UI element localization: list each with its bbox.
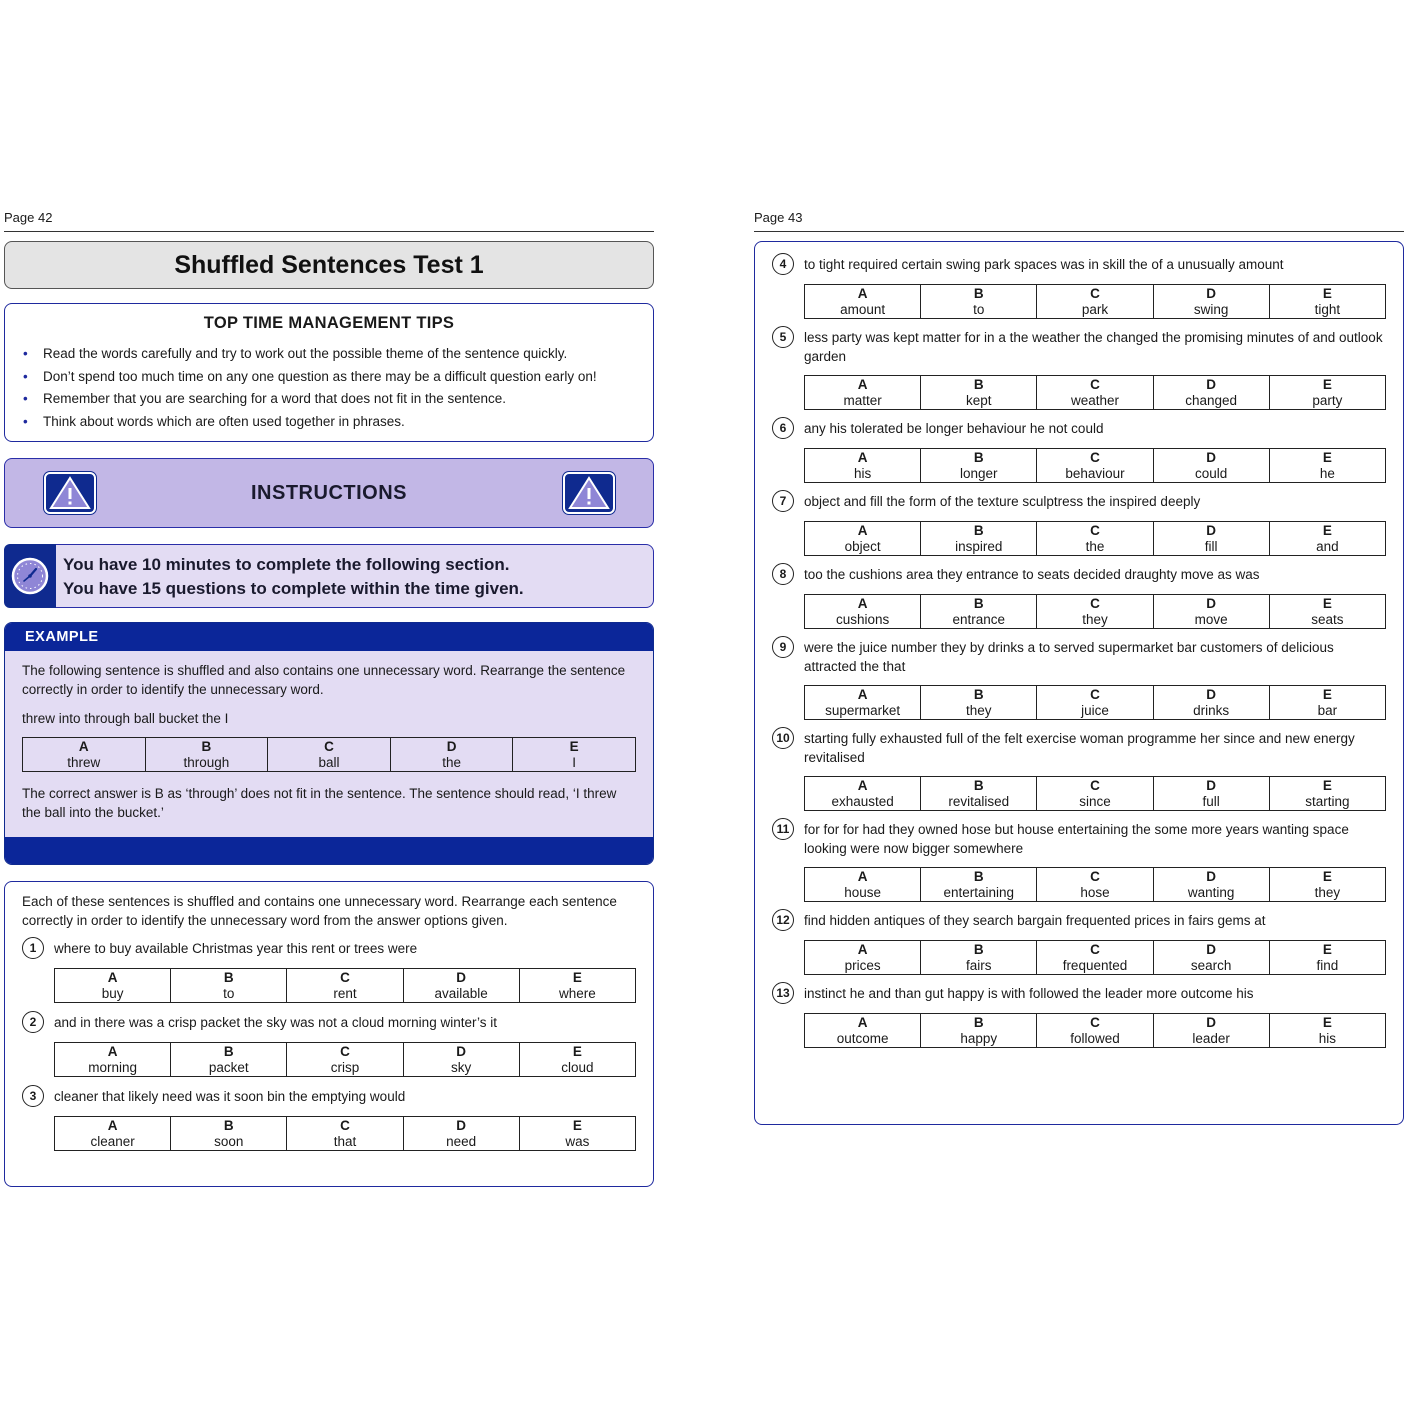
option-letter: B bbox=[171, 1043, 287, 1060]
question-list bbox=[22, 939, 636, 1151]
option-word[interactable]: outcome bbox=[805, 1031, 921, 1048]
answer-table bbox=[804, 940, 1386, 975]
option-letter: C bbox=[1037, 595, 1153, 612]
tips-heading: TOP TIME MANAGEMENT TIPS bbox=[203, 314, 455, 332]
example-description: The following sentence is shuffled and also contains one unnecessary word. Rearrange the sentence correctly in order to identify the unnecessary word. bbox=[22, 663, 626, 697]
option-letter: D bbox=[1153, 868, 1269, 885]
option-word[interactable]: search bbox=[1153, 958, 1269, 975]
answer-table bbox=[804, 867, 1386, 902]
question-row bbox=[772, 729, 1386, 767]
question-text: were the juice number they by drinks a to served supermarket bar customers of delicious attracted the that bbox=[804, 640, 1334, 674]
option-letter: B bbox=[921, 868, 1037, 885]
option-letter: E bbox=[519, 1043, 635, 1060]
option-letter: A bbox=[805, 522, 921, 539]
question-text: any his tolerated be longer behaviour he not could bbox=[804, 421, 1104, 436]
option-letter: E bbox=[1269, 1014, 1385, 1031]
question-text: object and fill the form of the texture sculptress the inspired deeply bbox=[804, 494, 1201, 509]
option-word[interactable]: cloud bbox=[519, 1060, 635, 1077]
option-word[interactable]: seats bbox=[1269, 612, 1385, 629]
option-word: I bbox=[513, 755, 636, 772]
question-text: less party was kept matter for in a the weather the changed the promising minutes of and outlook garden bbox=[804, 330, 1383, 364]
option-word[interactable]: wanting bbox=[1153, 885, 1269, 902]
option-word[interactable]: to bbox=[171, 986, 287, 1003]
option-word[interactable]: weather bbox=[1037, 393, 1153, 410]
option-letter: B bbox=[921, 449, 1037, 466]
question-number: 13 bbox=[772, 982, 794, 1004]
question-text: for for for had they owned hose but house entertaining the some more years wanting space looking were now bigger somewhere bbox=[804, 822, 1349, 856]
option-letter: E bbox=[1269, 595, 1385, 612]
option-letter: B bbox=[921, 595, 1037, 612]
answer-table bbox=[54, 968, 636, 1003]
option-word[interactable]: buy bbox=[55, 986, 171, 1003]
answer-table bbox=[804, 594, 1386, 629]
questions-box bbox=[754, 241, 1404, 1125]
option-letter: C bbox=[1037, 686, 1153, 703]
question-row bbox=[772, 328, 1386, 366]
answer-table bbox=[804, 284, 1386, 319]
question-number: 6 bbox=[772, 417, 794, 439]
option-word[interactable]: supermarket bbox=[805, 703, 921, 720]
option-word[interactable]: entrance bbox=[921, 612, 1037, 629]
option-word[interactable]: since bbox=[1037, 794, 1153, 811]
option-letter: D bbox=[1153, 777, 1269, 794]
option-letter: D bbox=[1153, 285, 1269, 302]
question-item bbox=[772, 255, 1386, 319]
option-word[interactable]: his bbox=[1269, 1031, 1385, 1048]
option-word: the bbox=[390, 755, 513, 772]
question-number: 3 bbox=[22, 1085, 44, 1107]
option-letter: D bbox=[390, 738, 513, 755]
option-letter: D bbox=[1153, 941, 1269, 958]
option-word[interactable]: fill bbox=[1153, 539, 1269, 556]
example-header: EXAMPLE bbox=[5, 623, 653, 651]
option-word[interactable]: find bbox=[1269, 958, 1385, 975]
option-word[interactable]: could bbox=[1153, 466, 1269, 483]
option-letter: B bbox=[921, 376, 1037, 393]
answer-table bbox=[54, 1042, 636, 1077]
option-word: through bbox=[145, 755, 268, 772]
question-row bbox=[772, 255, 1386, 275]
option-word[interactable]: exhausted bbox=[805, 794, 921, 811]
question-row bbox=[22, 1013, 636, 1033]
option-word[interactable]: drinks bbox=[1153, 703, 1269, 720]
option-letter: C bbox=[1037, 941, 1153, 958]
question-text: to tight required certain swing park spaces was in skill the of a unusually amount bbox=[804, 257, 1284, 272]
example-answer: The correct answer is B as ‘through’ does not fit in the sentence. The sentence should read, ‘I threw the ball into the bucket.’ bbox=[22, 786, 617, 820]
option-letter: C bbox=[1037, 449, 1153, 466]
option-word[interactable]: party bbox=[1269, 393, 1385, 410]
question-item bbox=[22, 1013, 636, 1077]
option-word[interactable]: kept bbox=[921, 393, 1037, 410]
option-word[interactable]: where bbox=[519, 986, 635, 1003]
option-word[interactable]: leader bbox=[1153, 1031, 1269, 1048]
option-letter: A bbox=[55, 969, 171, 986]
option-letter: C bbox=[1037, 868, 1153, 885]
question-item bbox=[22, 939, 636, 1003]
warning-triangle-icon bbox=[563, 472, 615, 514]
option-letter: E bbox=[1269, 941, 1385, 958]
example-sentence: threw into through ball bucket the I bbox=[22, 711, 229, 726]
option-word[interactable]: longer bbox=[921, 466, 1037, 483]
page-number: Page 43 bbox=[754, 210, 803, 225]
page-divider bbox=[4, 231, 654, 232]
option-word[interactable]: changed bbox=[1153, 393, 1269, 410]
option-word[interactable]: that bbox=[287, 1134, 403, 1151]
option-word[interactable]: move bbox=[1153, 612, 1269, 629]
option-word: threw bbox=[23, 755, 146, 772]
question-text: where to buy available Christmas year this rent or trees were bbox=[54, 941, 418, 956]
option-word[interactable]: rent bbox=[287, 986, 403, 1003]
option-letter: E bbox=[1269, 449, 1385, 466]
option-word[interactable]: swing bbox=[1153, 302, 1269, 319]
question-row bbox=[22, 939, 636, 959]
option-letter: D bbox=[403, 1043, 519, 1060]
option-word[interactable]: followed bbox=[1037, 1031, 1153, 1048]
page-title: Shuffled Sentences Test 1 bbox=[4, 241, 654, 289]
option-word[interactable]: matter bbox=[805, 393, 921, 410]
tips-box bbox=[4, 303, 654, 442]
question-item bbox=[772, 911, 1386, 975]
option-letter: E bbox=[1269, 686, 1385, 703]
time-limit-box bbox=[4, 544, 654, 608]
right-page bbox=[754, 208, 1404, 1125]
option-letter: D bbox=[1153, 522, 1269, 539]
option-word[interactable]: packet bbox=[171, 1060, 287, 1077]
option-letter: D bbox=[1153, 449, 1269, 466]
option-word[interactable]: available bbox=[403, 986, 519, 1003]
tip-item: • Remember that you are searching for a word that does not fit in the sentence. bbox=[21, 388, 637, 411]
option-letter: A bbox=[805, 376, 921, 393]
option-word[interactable]: morning bbox=[55, 1060, 171, 1077]
option-word[interactable]: juice bbox=[1037, 703, 1153, 720]
option-word[interactable]: the bbox=[1037, 539, 1153, 556]
option-word[interactable]: to bbox=[921, 302, 1037, 319]
question-row bbox=[772, 984, 1386, 1004]
option-letter: A bbox=[805, 285, 921, 302]
option-word[interactable]: need bbox=[403, 1134, 519, 1151]
option-letter: D bbox=[403, 969, 519, 986]
option-letter: A bbox=[805, 1014, 921, 1031]
question-text: starting fully exhausted full of the felt exercise woman programme her since and new energy revitalised bbox=[804, 731, 1355, 765]
page-divider bbox=[754, 231, 1404, 232]
option-word[interactable]: sky bbox=[403, 1060, 519, 1077]
option-letter: B bbox=[171, 969, 287, 986]
option-word[interactable]: full bbox=[1153, 794, 1269, 811]
option-letter: C bbox=[287, 1043, 403, 1060]
example-answer-table bbox=[22, 737, 636, 772]
question-item bbox=[772, 328, 1386, 410]
option-word[interactable]: happy bbox=[921, 1031, 1037, 1048]
option-word[interactable]: revitalised bbox=[921, 794, 1037, 811]
option-word: ball bbox=[268, 755, 391, 772]
question-number: 10 bbox=[772, 727, 794, 749]
option-word[interactable]: starting bbox=[1269, 794, 1385, 811]
question-count-text: You have 15 questions to complete within the time given. bbox=[63, 579, 524, 598]
answer-table bbox=[804, 685, 1386, 720]
option-letter: E bbox=[1269, 285, 1385, 302]
option-letter: B bbox=[145, 738, 268, 755]
option-letter: E bbox=[513, 738, 636, 755]
question-number: 2 bbox=[22, 1011, 44, 1033]
option-letter: C bbox=[268, 738, 391, 755]
answer-table bbox=[804, 521, 1386, 556]
question-row bbox=[772, 820, 1386, 858]
option-letter: D bbox=[1153, 376, 1269, 393]
question-number: 11 bbox=[772, 818, 794, 840]
option-word[interactable]: amount bbox=[805, 302, 921, 319]
option-letter: B bbox=[921, 285, 1037, 302]
question-number: 1 bbox=[22, 937, 44, 959]
question-number: 7 bbox=[772, 490, 794, 512]
question-item bbox=[772, 820, 1386, 902]
option-letter: A bbox=[55, 1043, 171, 1060]
option-letter: B bbox=[921, 686, 1037, 703]
option-letter: E bbox=[1269, 868, 1385, 885]
question-number: 5 bbox=[772, 326, 794, 348]
option-word[interactable]: tight bbox=[1269, 302, 1385, 319]
option-word[interactable]: house bbox=[805, 885, 921, 902]
question-item bbox=[22, 1087, 636, 1151]
question-list bbox=[772, 255, 1386, 1048]
option-letter: E bbox=[519, 969, 635, 986]
question-item bbox=[772, 492, 1386, 556]
question-row bbox=[772, 492, 1386, 512]
option-letter: D bbox=[1153, 595, 1269, 612]
questions-box bbox=[4, 881, 654, 1187]
option-letter: B bbox=[921, 1014, 1037, 1031]
option-letter: B bbox=[921, 522, 1037, 539]
question-number: 9 bbox=[772, 636, 794, 658]
option-letter: C bbox=[287, 1117, 403, 1134]
option-letter: E bbox=[519, 1117, 635, 1134]
option-word[interactable]: was bbox=[519, 1134, 635, 1151]
example-body bbox=[5, 651, 653, 822]
question-text: instinct he and than gut happy is with followed the leader more outcome his bbox=[804, 986, 1254, 1001]
option-letter: E bbox=[1269, 376, 1385, 393]
question-text: and in there was a crisp packet the sky was not a cloud morning winter’s it bbox=[54, 1015, 497, 1030]
question-number: 4 bbox=[772, 253, 794, 275]
warning-triangle-icon bbox=[44, 472, 96, 514]
option-letter: A bbox=[805, 777, 921, 794]
question-item bbox=[772, 984, 1386, 1048]
questions-intro: Each of these sentences is shuffled and contains one unnecessary word. Rearrange each sentence correctly in order to identify the unnecessary word from the answer options given. bbox=[22, 894, 617, 928]
option-word[interactable]: fairs bbox=[921, 958, 1037, 975]
option-word[interactable]: bar bbox=[1269, 703, 1385, 720]
option-letter: C bbox=[1037, 376, 1153, 393]
question-item bbox=[772, 419, 1386, 483]
option-letter: A bbox=[55, 1117, 171, 1134]
instructions-banner bbox=[4, 458, 654, 528]
question-number: 8 bbox=[772, 563, 794, 585]
option-word[interactable]: soon bbox=[171, 1134, 287, 1151]
option-word[interactable]: hose bbox=[1037, 885, 1153, 902]
time-limit-text: You have 10 minutes to complete the following section. bbox=[63, 555, 510, 574]
option-letter: A bbox=[23, 738, 146, 755]
option-word[interactable]: frequented bbox=[1037, 958, 1153, 975]
option-letter: E bbox=[1269, 522, 1385, 539]
question-item bbox=[772, 729, 1386, 811]
tip-item: • Read the words carefully and try to work out the possible theme of the sentence quickly. bbox=[21, 343, 637, 366]
option-letter: E bbox=[1269, 777, 1385, 794]
option-word[interactable]: and bbox=[1269, 539, 1385, 556]
option-letter: C bbox=[287, 969, 403, 986]
question-number: 12 bbox=[772, 909, 794, 931]
option-word[interactable]: park bbox=[1037, 302, 1153, 319]
option-letter: A bbox=[805, 868, 921, 885]
option-word[interactable]: they bbox=[1269, 885, 1385, 902]
question-text: too the cushions area they entrance to seats decided draughty move as was bbox=[804, 567, 1260, 582]
option-letter: B bbox=[921, 777, 1037, 794]
option-word[interactable]: they bbox=[921, 703, 1037, 720]
clock-icon bbox=[4, 544, 56, 608]
tip-item: • Think about words which are often used together in phrases. bbox=[21, 411, 637, 434]
option-word[interactable]: he bbox=[1269, 466, 1385, 483]
answer-table bbox=[804, 375, 1386, 410]
question-text: find hidden antiques of they search bargain frequented prices in fairs gems at bbox=[804, 913, 1266, 928]
question-row bbox=[772, 419, 1386, 439]
question-item bbox=[772, 638, 1386, 720]
question-row bbox=[772, 911, 1386, 931]
option-word[interactable]: crisp bbox=[287, 1060, 403, 1077]
option-word[interactable]: cleaner bbox=[55, 1134, 171, 1151]
question-row bbox=[22, 1087, 636, 1107]
option-letter: C bbox=[1037, 285, 1153, 302]
option-word[interactable]: his bbox=[805, 466, 921, 483]
option-letter: B bbox=[171, 1117, 287, 1134]
answer-table bbox=[804, 448, 1386, 483]
question-text: cleaner that likely need was it soon bin the emptying would bbox=[54, 1089, 406, 1104]
option-letter: D bbox=[403, 1117, 519, 1134]
option-letter: A bbox=[805, 595, 921, 612]
instructions-title: INSTRUCTIONS bbox=[251, 481, 407, 504]
option-letter: A bbox=[805, 449, 921, 466]
example-box bbox=[4, 622, 654, 865]
left-page bbox=[4, 208, 654, 1187]
option-letter: C bbox=[1037, 522, 1153, 539]
option-word[interactable]: prices bbox=[805, 958, 921, 975]
option-word[interactable]: they bbox=[1037, 612, 1153, 629]
answer-table bbox=[804, 1013, 1386, 1048]
option-word[interactable]: behaviour bbox=[1037, 466, 1153, 483]
question-row bbox=[772, 565, 1386, 585]
option-word[interactable]: object bbox=[805, 539, 921, 556]
question-item bbox=[772, 565, 1386, 629]
option-letter: D bbox=[1153, 1014, 1269, 1031]
option-word[interactable]: inspired bbox=[921, 539, 1037, 556]
option-word[interactable]: cushions bbox=[805, 612, 921, 629]
answer-table bbox=[54, 1116, 636, 1151]
tips-list bbox=[21, 343, 637, 433]
answer-table bbox=[804, 776, 1386, 811]
tip-item: • Don’t spend too much time on any one question as there may be a difficult question early on! bbox=[21, 366, 637, 389]
example-footer-bar bbox=[5, 837, 653, 864]
option-word[interactable]: entertaining bbox=[921, 885, 1037, 902]
option-letter: D bbox=[1153, 686, 1269, 703]
option-letter: C bbox=[1037, 1014, 1153, 1031]
option-letter: A bbox=[805, 941, 921, 958]
page-number: Page 42 bbox=[4, 210, 53, 225]
question-row bbox=[772, 638, 1386, 676]
option-letter: B bbox=[921, 941, 1037, 958]
option-letter: C bbox=[1037, 777, 1153, 794]
option-letter: A bbox=[805, 686, 921, 703]
